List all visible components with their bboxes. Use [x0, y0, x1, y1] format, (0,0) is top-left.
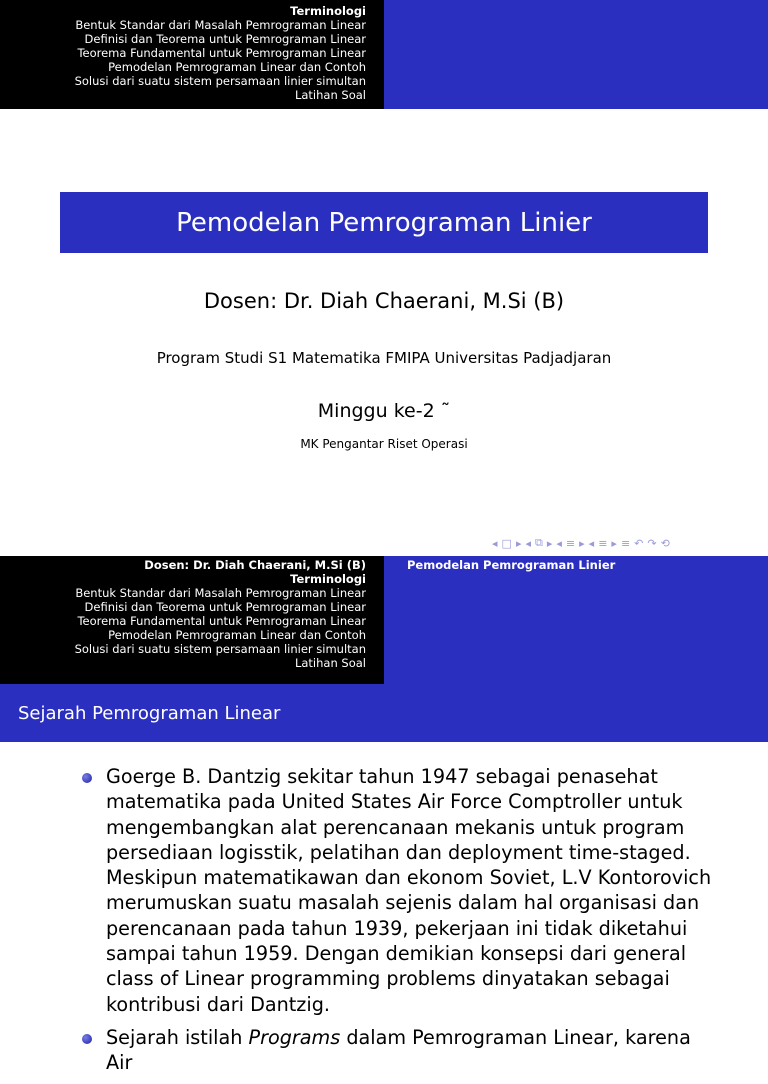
bullet-icon: [82, 1034, 92, 1044]
nav-item-latihan-soal[interactable]: Latihan Soal: [294, 656, 366, 670]
nav-item-terminologi[interactable]: Terminologi: [290, 4, 366, 18]
list-item: [82, 1025, 722, 1076]
date-line: Minggu ke-2 ˜: [317, 400, 451, 422]
frame-next-icon[interactable]: ▸: [515, 536, 522, 550]
forward-icon[interactable]: ↷: [647, 536, 657, 550]
subsection-next-icon[interactable]: ▸: [579, 536, 585, 550]
course-line: MK Pengantar Riset Operasi: [300, 437, 468, 451]
bullet-text: Goerge B. Dantzig sekitar tahun 1947 sebagai penasehat matematika pada United States Air Force Comptroller untuk mengembangkan alat perencanaan mekanis untuk program persediaan logisstik, pelatihan dan deployment time-staged. Meskipun matematikawan dan ekonom Soviet, L.V Kontorovich merumuskan suatu masalah sejenis dalam hal organisasi dan perencanaan pada tahun 1939, pekerjaan ini tidak diketahui sampai tahun 1959. Dengan demikian konsepsi dari general class of Linear programming problems dinyatakan sebagai kontribusi dari Dantzig.: [106, 765, 712, 1016]
nav-item-teorema-fundamental[interactable]: Teorema Fundamental untuk Pemrograman Linear: [77, 614, 366, 628]
subsection-icon[interactable]: ≡: [565, 536, 576, 550]
top-section-navigation: [0, 0, 384, 109]
subsection-prev-icon[interactable]: ◂: [556, 536, 562, 550]
bullet-icon: [82, 773, 92, 783]
section-next-icon[interactable]: ▸: [611, 536, 617, 550]
bullet-text-post: dalam Pemrograman Linear, karena Air: [106, 1025, 691, 1075]
nav-item-teorema-fundamental[interactable]: Teorema Fundamental untuk Pemrograman Linear: [77, 46, 366, 60]
bullet-text: [106, 1025, 722, 1076]
bullet-text-emphasis: Programs: [248, 1025, 341, 1049]
frame-prev-icon[interactable]: ◂: [492, 536, 498, 550]
bullet-text-pre: Sejarah istilah: [106, 1025, 249, 1049]
author-line: Dosen: Dr. Diah Chaerani, M.Si (B): [203, 289, 565, 313]
section-icon[interactable]: ≡: [598, 536, 608, 550]
section-prev-icon[interactable]: ◂: [588, 536, 595, 550]
beamer-navigation-symbols: [492, 535, 762, 551]
slide-icon[interactable]: ⧉: [535, 536, 543, 549]
nav-item-terminologi[interactable]: Terminologi: [290, 572, 366, 586]
slide-content: [82, 764, 722, 1084]
document-icon[interactable]: ≡: [620, 536, 631, 550]
bottom-section-navigation: [0, 556, 384, 684]
frame-icon[interactable]: □: [501, 536, 512, 550]
slide-prev-icon[interactable]: ◂: [525, 536, 531, 550]
nav-presentation-title[interactable]: Pemodelan Pemrograman Linier: [407, 558, 616, 572]
nav-item-solusi-sistem[interactable]: Solusi dari suatu sistem persamaan linier simultan: [74, 74, 366, 88]
frame-title: Sejarah Pemrograman Linear: [0, 684, 768, 742]
nav-item-definisi-teorema[interactable]: Definisi dan Teorema untuk Pemrograman Linear: [84, 32, 366, 46]
back-icon[interactable]: ↶: [634, 536, 644, 550]
list-item: [82, 764, 722, 1017]
institute-line: Program Studi S1 Matematika FMIPA Universitas Padjadjaran: [156, 349, 612, 367]
nav-item-bentuk-standar[interactable]: Bentuk Standar dari Masalah Pemrograman Linear: [75, 18, 366, 32]
top-title-panel: [384, 0, 768, 109]
nav-item-solusi-sistem[interactable]: Solusi dari suatu sistem persamaan linier simultan: [74, 642, 366, 656]
nav-item-definisi-teorema[interactable]: Definisi dan Teorema untuk Pemrograman Linear: [84, 600, 366, 614]
nav-author-line: Dosen: Dr. Diah Chaerani, M.Si (B): [144, 558, 366, 572]
search-icon[interactable]: ⟲: [660, 536, 670, 550]
nav-item-pemodelan-contoh[interactable]: Pemodelan Pemrograman Linear dan Contoh: [108, 60, 366, 74]
nav-item-pemodelan-contoh[interactable]: Pemodelan Pemrograman Linear dan Contoh: [108, 628, 366, 642]
presentation-title: Pemodelan Pemrograman Linier: [60, 192, 708, 253]
nav-item-latihan-soal[interactable]: Latihan Soal: [294, 88, 366, 102]
slide-next-icon[interactable]: ▸: [546, 536, 553, 550]
nav-item-bentuk-standar[interactable]: Bentuk Standar dari Masalah Pemrograman Linear: [75, 586, 366, 600]
bottom-title-panel: [384, 556, 768, 684]
